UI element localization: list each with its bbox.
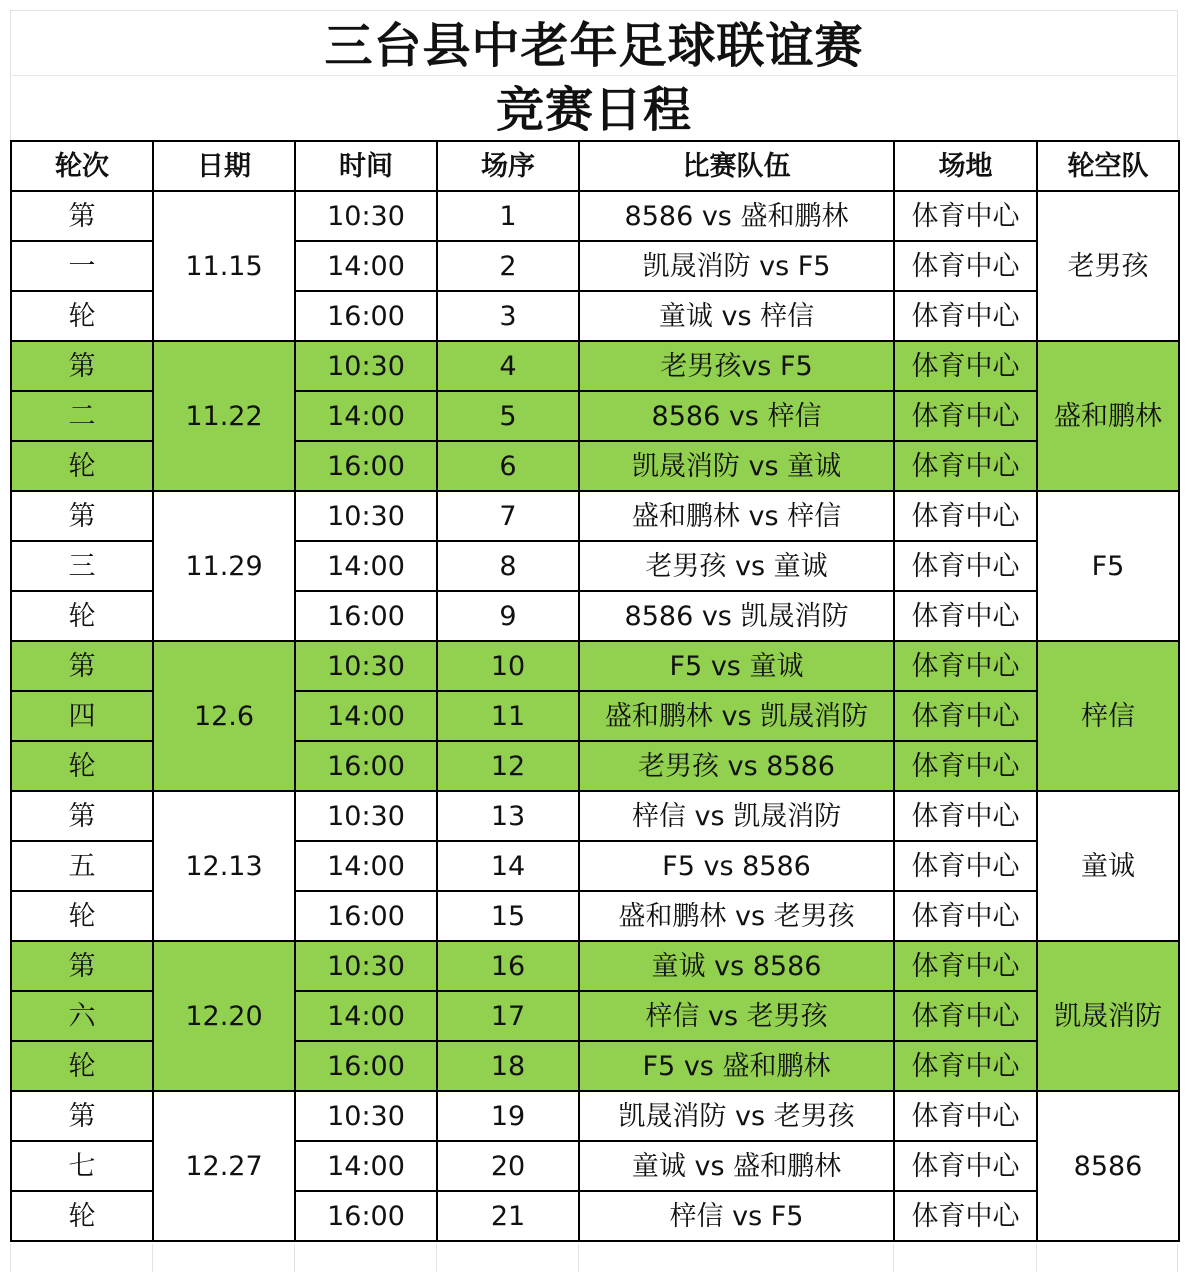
match-teams: 老男孩 vs 童诚 (579, 541, 894, 591)
header-venue: 场地 (894, 141, 1037, 191)
match-number: 11 (437, 691, 579, 741)
match-venue: 体育中心 (894, 741, 1037, 791)
match-teams: 梓信 vs 凯晟消防 (579, 791, 894, 841)
round-label-char: 七 (11, 1141, 153, 1191)
round-label-char: 轮 (11, 1041, 153, 1091)
match-teams: 童诚 vs 盛和鹏林 (579, 1141, 894, 1191)
match-time: 14:00 (295, 841, 437, 891)
match-time: 14:00 (295, 691, 437, 741)
round-label-char: 轮 (11, 291, 153, 341)
match-time: 14:00 (295, 391, 437, 441)
round-label-char: 第 (11, 941, 153, 991)
match-time: 10:30 (295, 641, 437, 691)
title-divider (11, 75, 1177, 76)
round-label-char: 第 (11, 341, 153, 391)
bye-team: 童诚 (1037, 791, 1179, 941)
match-teams: 老男孩vs F5 (579, 341, 894, 391)
table-row (11, 1091, 1179, 1141)
table-row (11, 641, 1179, 691)
match-number: 19 (437, 1091, 579, 1141)
match-teams: 盛和鹏林 vs 老男孩 (579, 891, 894, 941)
round-date: 12.6 (153, 641, 295, 791)
match-time: 10:30 (295, 191, 437, 241)
match-venue: 体育中心 (894, 991, 1037, 1041)
match-time: 16:00 (295, 741, 437, 791)
match-number: 17 (437, 991, 579, 1041)
bye-team: 凯晟消防 (1037, 941, 1179, 1091)
match-number: 18 (437, 1041, 579, 1091)
match-number: 4 (437, 341, 579, 391)
table-row (11, 191, 1179, 241)
match-venue: 体育中心 (894, 1191, 1037, 1241)
bye-team: 梓信 (1037, 641, 1179, 791)
match-number: 6 (437, 441, 579, 491)
match-time: 14:00 (295, 241, 437, 291)
header-round: 轮次 (11, 141, 153, 191)
match-time: 10:30 (295, 341, 437, 391)
match-teams: 8586 vs 盛和鹏林 (579, 191, 894, 241)
match-number: 8 (437, 541, 579, 591)
schedule-body (11, 191, 1179, 1241)
page-title: 三台县中老年足球联谊赛 (324, 18, 864, 74)
header-teams: 比赛队伍 (579, 141, 894, 191)
header-date: 日期 (153, 141, 295, 191)
match-number: 20 (437, 1141, 579, 1191)
table-row (11, 341, 1179, 391)
header-bye-team: 轮空队 (1037, 141, 1179, 191)
match-teams: 凯晟消防 vs 老男孩 (579, 1091, 894, 1141)
round-label-char: 第 (11, 641, 153, 691)
round-label-char: 轮 (11, 441, 153, 491)
round-label-char: 六 (11, 991, 153, 1041)
round-label-char: 二 (11, 391, 153, 441)
match-venue: 体育中心 (894, 691, 1037, 741)
match-teams: 梓信 vs F5 (579, 1191, 894, 1241)
match-venue: 体育中心 (894, 391, 1037, 441)
match-venue: 体育中心 (894, 241, 1037, 291)
round-label-char: 第 (11, 191, 153, 241)
match-teams: F5 vs 童诚 (579, 641, 894, 691)
match-number: 15 (437, 891, 579, 941)
header-match-no: 场序 (437, 141, 579, 191)
match-time: 16:00 (295, 291, 437, 341)
match-venue: 体育中心 (894, 1091, 1037, 1141)
match-time: 16:00 (295, 591, 437, 641)
match-number: 7 (437, 491, 579, 541)
round-label-char: 四 (11, 691, 153, 741)
round-label-char: 五 (11, 841, 153, 891)
match-teams: 凯晟消防 vs F5 (579, 241, 894, 291)
match-venue: 体育中心 (894, 891, 1037, 941)
match-teams: 8586 vs 凯晟消防 (579, 591, 894, 641)
match-time: 16:00 (295, 441, 437, 491)
match-venue: 体育中心 (894, 791, 1037, 841)
match-venue: 体育中心 (894, 1141, 1037, 1191)
match-time: 16:00 (295, 1191, 437, 1241)
match-venue: 体育中心 (894, 941, 1037, 991)
match-time: 10:30 (295, 1091, 437, 1141)
match-teams: 老男孩 vs 8586 (579, 741, 894, 791)
match-venue: 体育中心 (894, 541, 1037, 591)
schedule-sheet (10, 10, 1178, 1272)
match-number: 5 (437, 391, 579, 441)
match-teams: 梓信 vs 老男孩 (579, 991, 894, 1041)
round-label-char: 第 (11, 1091, 153, 1141)
match-venue: 体育中心 (894, 1041, 1037, 1091)
match-teams: 8586 vs 梓信 (579, 391, 894, 441)
round-label-char: 轮 (11, 591, 153, 641)
match-number: 2 (437, 241, 579, 291)
round-label-char: 轮 (11, 891, 153, 941)
table-row (11, 491, 1179, 541)
round-label-char: 轮 (11, 741, 153, 791)
match-time: 16:00 (295, 891, 437, 941)
match-teams: 童诚 vs 8586 (579, 941, 894, 991)
match-teams: 童诚 vs 梓信 (579, 291, 894, 341)
match-number: 14 (437, 841, 579, 891)
match-time: 14:00 (295, 1141, 437, 1191)
round-date: 11.29 (153, 491, 295, 641)
round-date: 12.20 (153, 941, 295, 1091)
match-venue: 体育中心 (894, 341, 1037, 391)
bye-team: 8586 (1037, 1091, 1179, 1241)
bye-team: 盛和鹏林 (1037, 341, 1179, 491)
header-time: 时间 (295, 141, 437, 191)
bye-team: F5 (1037, 491, 1179, 641)
round-label-char: 轮 (11, 1191, 153, 1241)
round-date: 11.15 (153, 191, 295, 341)
round-date: 12.13 (153, 791, 295, 941)
match-number: 9 (437, 591, 579, 641)
match-teams: 盛和鹏林 vs 凯晟消防 (579, 691, 894, 741)
round-label-char: 一 (11, 241, 153, 291)
match-teams: F5 vs 8586 (579, 841, 894, 891)
bye-team: 老男孩 (1037, 191, 1179, 341)
match-number: 1 (437, 191, 579, 241)
match-venue: 体育中心 (894, 291, 1037, 341)
match-time: 16:00 (295, 1041, 437, 1091)
match-time: 10:30 (295, 941, 437, 991)
page-subtitle: 竞赛日程 (495, 82, 692, 138)
round-label-char: 第 (11, 791, 153, 841)
table-row (11, 941, 1179, 991)
schedule-table (10, 140, 1180, 1242)
round-date: 11.22 (153, 341, 295, 491)
match-number: 16 (437, 941, 579, 991)
header-row (11, 141, 1179, 191)
match-teams: 盛和鹏林 vs 梓信 (579, 491, 894, 541)
round-date: 12.27 (153, 1091, 295, 1241)
match-teams: 凯晟消防 vs 童诚 (579, 441, 894, 491)
match-number: 10 (437, 641, 579, 691)
match-venue: 体育中心 (894, 641, 1037, 691)
match-venue: 体育中心 (894, 491, 1037, 541)
match-teams: F5 vs 盛和鹏林 (579, 1041, 894, 1091)
match-venue: 体育中心 (894, 191, 1037, 241)
round-label-char: 第 (11, 491, 153, 541)
match-venue: 体育中心 (894, 441, 1037, 491)
empty-footer-row (10, 1244, 1178, 1272)
match-number: 21 (437, 1191, 579, 1241)
round-label-char: 三 (11, 541, 153, 591)
table-row (11, 791, 1179, 841)
match-number: 12 (437, 741, 579, 791)
match-time: 14:00 (295, 541, 437, 591)
match-number: 13 (437, 791, 579, 841)
match-number: 3 (437, 291, 579, 341)
match-time: 10:30 (295, 491, 437, 541)
title-block (10, 10, 1178, 140)
match-venue: 体育中心 (894, 591, 1037, 641)
match-time: 10:30 (295, 791, 437, 841)
match-time: 14:00 (295, 991, 437, 1041)
match-venue: 体育中心 (894, 841, 1037, 891)
